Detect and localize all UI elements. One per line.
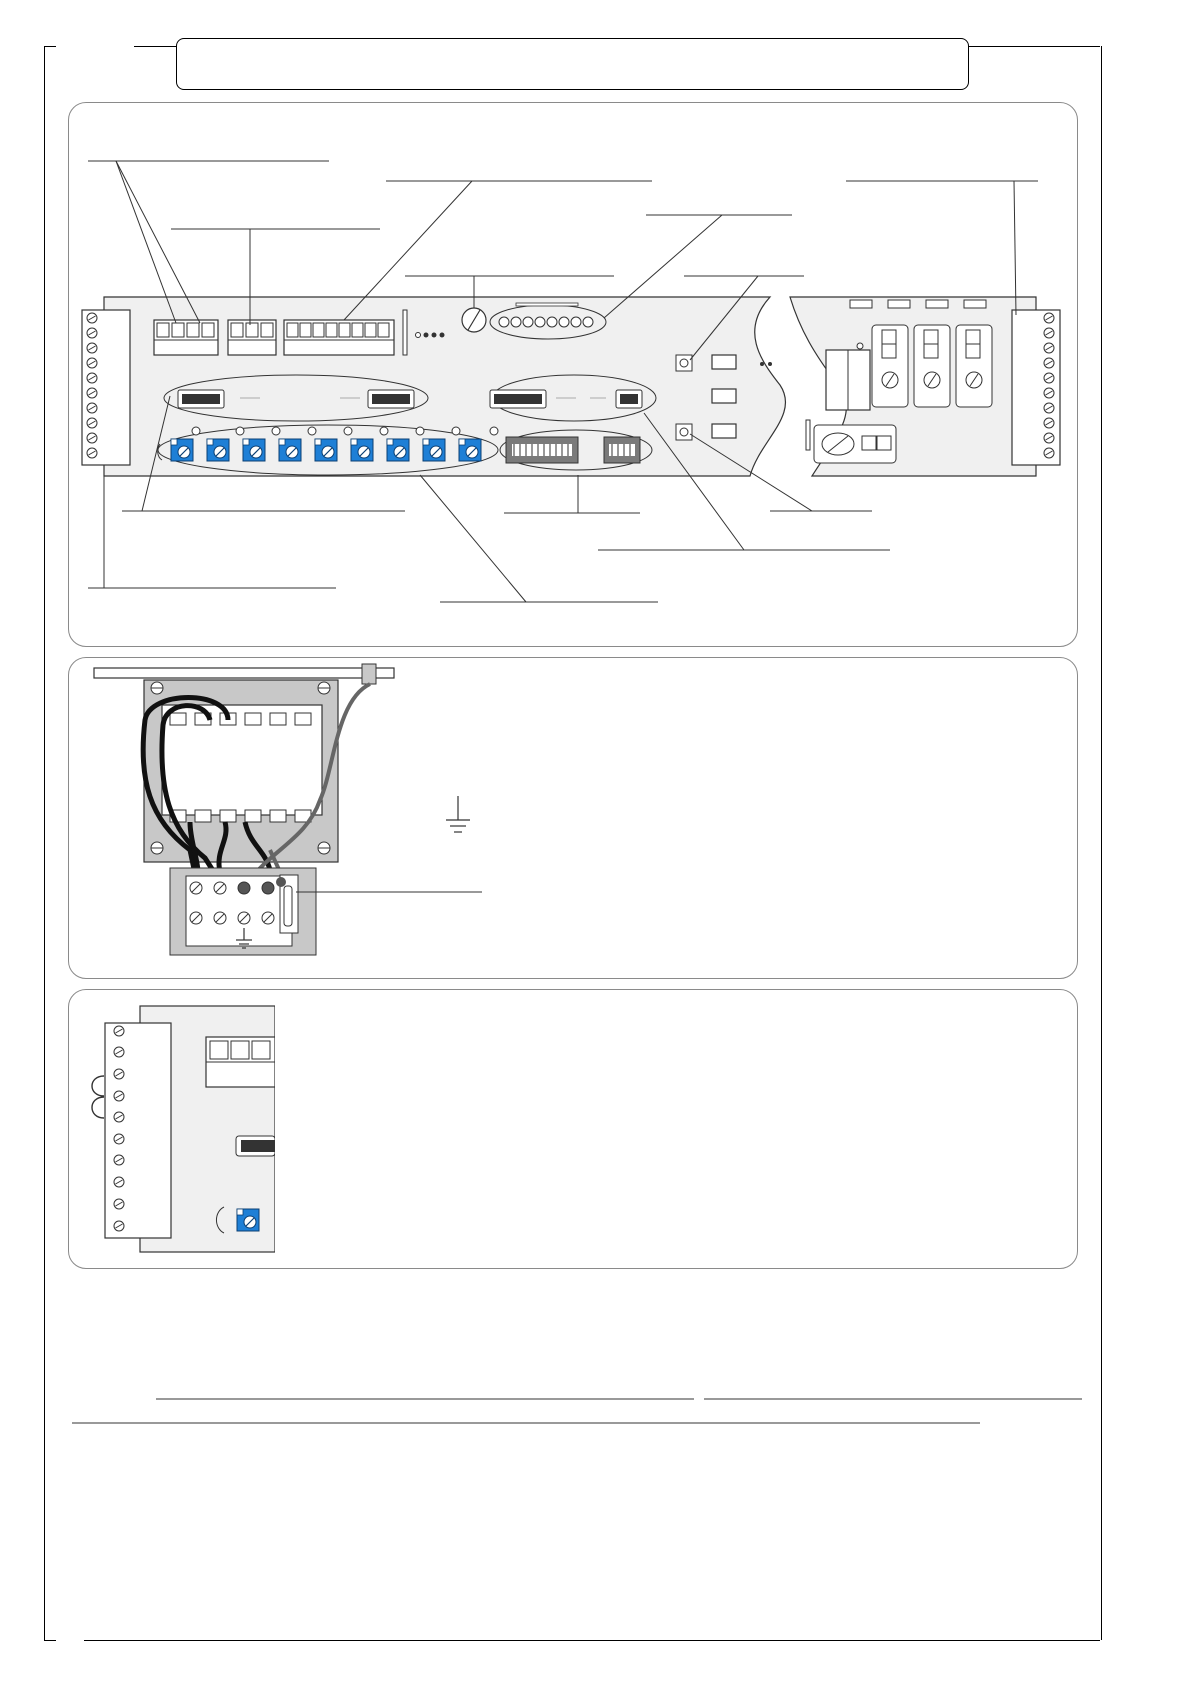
fuse-icon — [462, 308, 486, 332]
push-button-icon — [676, 424, 692, 440]
selector-switch-1 — [872, 325, 908, 407]
jumper-wire-1 — [92, 1076, 104, 1096]
main-board — [82, 161, 1060, 602]
dip-switch-2 — [368, 390, 414, 408]
connector-3-pin — [228, 320, 276, 355]
power-wiring — [94, 664, 482, 955]
dip-switch-block-large — [506, 437, 578, 463]
connector-4-pin — [154, 320, 218, 355]
dip-switch-1 — [178, 390, 224, 408]
dip-switch-4 — [616, 390, 642, 408]
selector-switch-2 — [914, 325, 950, 407]
dip-switch-block-small — [604, 437, 640, 463]
connector-8-pin — [284, 320, 394, 355]
dip-switch-3 — [490, 390, 546, 408]
push-button-icon — [676, 355, 692, 371]
rotary-switch — [814, 425, 896, 463]
terminal-detail — [92, 1000, 295, 1256]
trimmer-potentiometer-icon — [171, 439, 481, 461]
ground-symbol-icon — [446, 796, 470, 832]
jumper-wire-2 — [92, 1097, 104, 1118]
trimmer-potentiometer-icon — [237, 1209, 259, 1231]
selector-switch-3 — [956, 325, 992, 407]
